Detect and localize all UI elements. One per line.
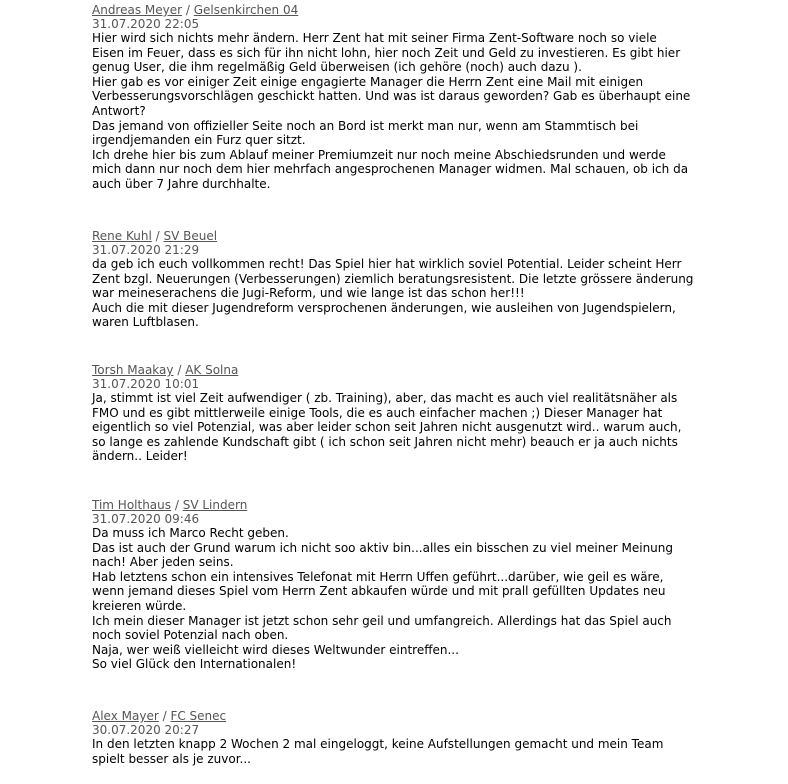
post-line: war meineserachens die Jugi-Reform, und wie lange ist das schon her!!! [92,286,525,301]
post-line: In den letzten knapp 2 Wochen 2 mal eingeloggt, keine Aufstellungen gemacht und mein Team [92,737,664,751]
post-body [92,526,692,672]
post-date: 31.07.2020 09:46 [92,512,200,526]
post-line: da geb ich euch vollkommen recht! Das Spiel hier hat wirklich soviel Potential. Leider scheint Herr [92,257,682,271]
post-line: FMO und es gibt mittlerweile einige Tools, die es auch einfacher machen ;) Dieser Manager hat [92,405,663,420]
post-body [92,391,692,464]
post-author [92,3,692,17]
separator: / [174,498,183,512]
post-line: eigentlich so viel Potenzial, was aber leider schon seit Jahren nicht ausgenutzt wird.. warum auch, [92,420,682,435]
team-link[interactable]: Gelsenkirchen 04 [193,3,299,17]
post-date: 31.07.2020 10:01 [92,377,200,391]
post-line: auch über 7 Jahre durchhalte. [92,176,271,191]
post-line: Ich drehe hier bis zum Ablauf meiner Premiumzeit nur noch meine Abschiedsrunden und werde [92,147,666,162]
forum-post [92,229,692,330]
team-link[interactable]: FC Senec [170,709,227,723]
user-link[interactable]: Alex Mayer [92,709,159,723]
post-line: genug User, die ihm regelmäßig Geld überweisen (ich gehöre (noch) auch dazu ). [92,60,582,75]
post-author [92,229,692,243]
forum-post [92,498,692,672]
post-line: Ja, stimmt ist viel Zeit aufwendiger ( zb. Training), aber, das macht es auch viel realitätsnäher als [92,391,678,405]
post-line: irgendjemanden ein Furz quer sitzt. [92,133,306,148]
user-link[interactable]: Torsh Maakay [92,363,174,377]
post-line: kreieren würde. [92,598,187,613]
post-line: Das jemand von offizieller Seite noch an Bord ist merkt man nur, wenn am Stammtisch bei [92,118,639,133]
post-author [92,498,692,512]
post-author [92,709,692,723]
post-line: spielt besser als je zuvor... [92,751,251,766]
post-line: Zent bzgl. Neuerungen (Verbesserungen) ziemlich beratungsresistent. Die letzte grössere änderung [92,271,694,286]
post-line: Eisen im Feuer, dass es sich für ihn nicht lohn, hier noch Zeit und Geld zu investieren. Es gibt hier [92,45,681,60]
post-body [92,31,692,192]
post-line: Hier wird sich nichts mehr ändern. Herr Zent hat mit seiner Firma Zent-Software noch so viele [92,31,657,45]
separator: / [177,363,186,377]
forum-post [92,363,692,464]
post-date: 31.07.2020 21:29 [92,243,200,257]
post-date: 31.07.2020 22:05 [92,17,200,31]
post-line: Auch die mit dieser Jugendreform versprochenen änderungen, wie ausleihen von Jugendspielern, [92,300,676,315]
separator: / [162,709,171,723]
post-line: Hab letztens schon ein intensives Telefonat mit Herrn Uffen geführt...darüber, wie geil es wäre, [92,569,664,584]
post-line: ändern.. Leider! [92,449,188,464]
post-line: Ich mein dieser Manager ist jetzt schon sehr geil und umfangreich. Allerdings hat das Spiel auch [92,613,672,628]
post-line: Da muss ich Marco Recht geben. [92,526,289,540]
post-line: Antwort? [92,103,146,118]
post-author [92,363,692,377]
post-line: noch soviel Potenzial nach oben. [92,628,289,643]
team-link[interactable]: SV Beuel [163,229,218,243]
post-line: wenn jemand dieses Spiel vom Herrn Zent abkaufen würde und mit prall gefüllten Updates neu [92,584,666,599]
user-link[interactable]: Rene Kuhl [92,229,152,243]
post-line: mich dann nur noch dem hier mehrfach angesprochenen Manager widmen. Mal schauen, ob ich da [92,162,689,177]
post-line: nach! Aber jeden seins. [92,555,234,570]
post-line: waren Luftblasen. [92,315,199,330]
post-line: Hier gab es vor einiger Zeit einige engagierte Manager die Herrn Zent eine Mail mit einigen [92,74,644,89]
team-link[interactable]: SV Lindern [182,498,248,512]
post-line: So viel Glück den Internationalen! [92,657,297,672]
post-line: Das ist auch der Grund warum ich nicht soo aktiv bin...alles ein bisschen zu viel meiner Meinung [92,540,673,555]
post-line: Naja, wer weiß vielleicht wird dieses Weltwunder eintreffen... [92,642,459,657]
user-link[interactable]: Andreas Meyer [92,3,183,17]
post-body [92,737,692,766]
team-link[interactable]: AK Solna [185,363,239,377]
post-line: so lange es zahlende Kundschaft gibt ( ich schon seit Jahren nicht mehr) beauch er ja auch nichts [92,434,678,449]
forum-post [92,3,692,192]
forum-post [92,709,692,766]
user-link[interactable]: Tim Holthaus [92,498,172,512]
post-line: Verbesserungsvorschlägen geschickt hatten. Und was ist daraus geworden? Gab es überhaupt eine [92,89,691,104]
separator: / [185,3,194,17]
post-date: 30.07.2020 20:27 [92,723,200,737]
separator: / [155,229,164,243]
post-body [92,257,692,330]
